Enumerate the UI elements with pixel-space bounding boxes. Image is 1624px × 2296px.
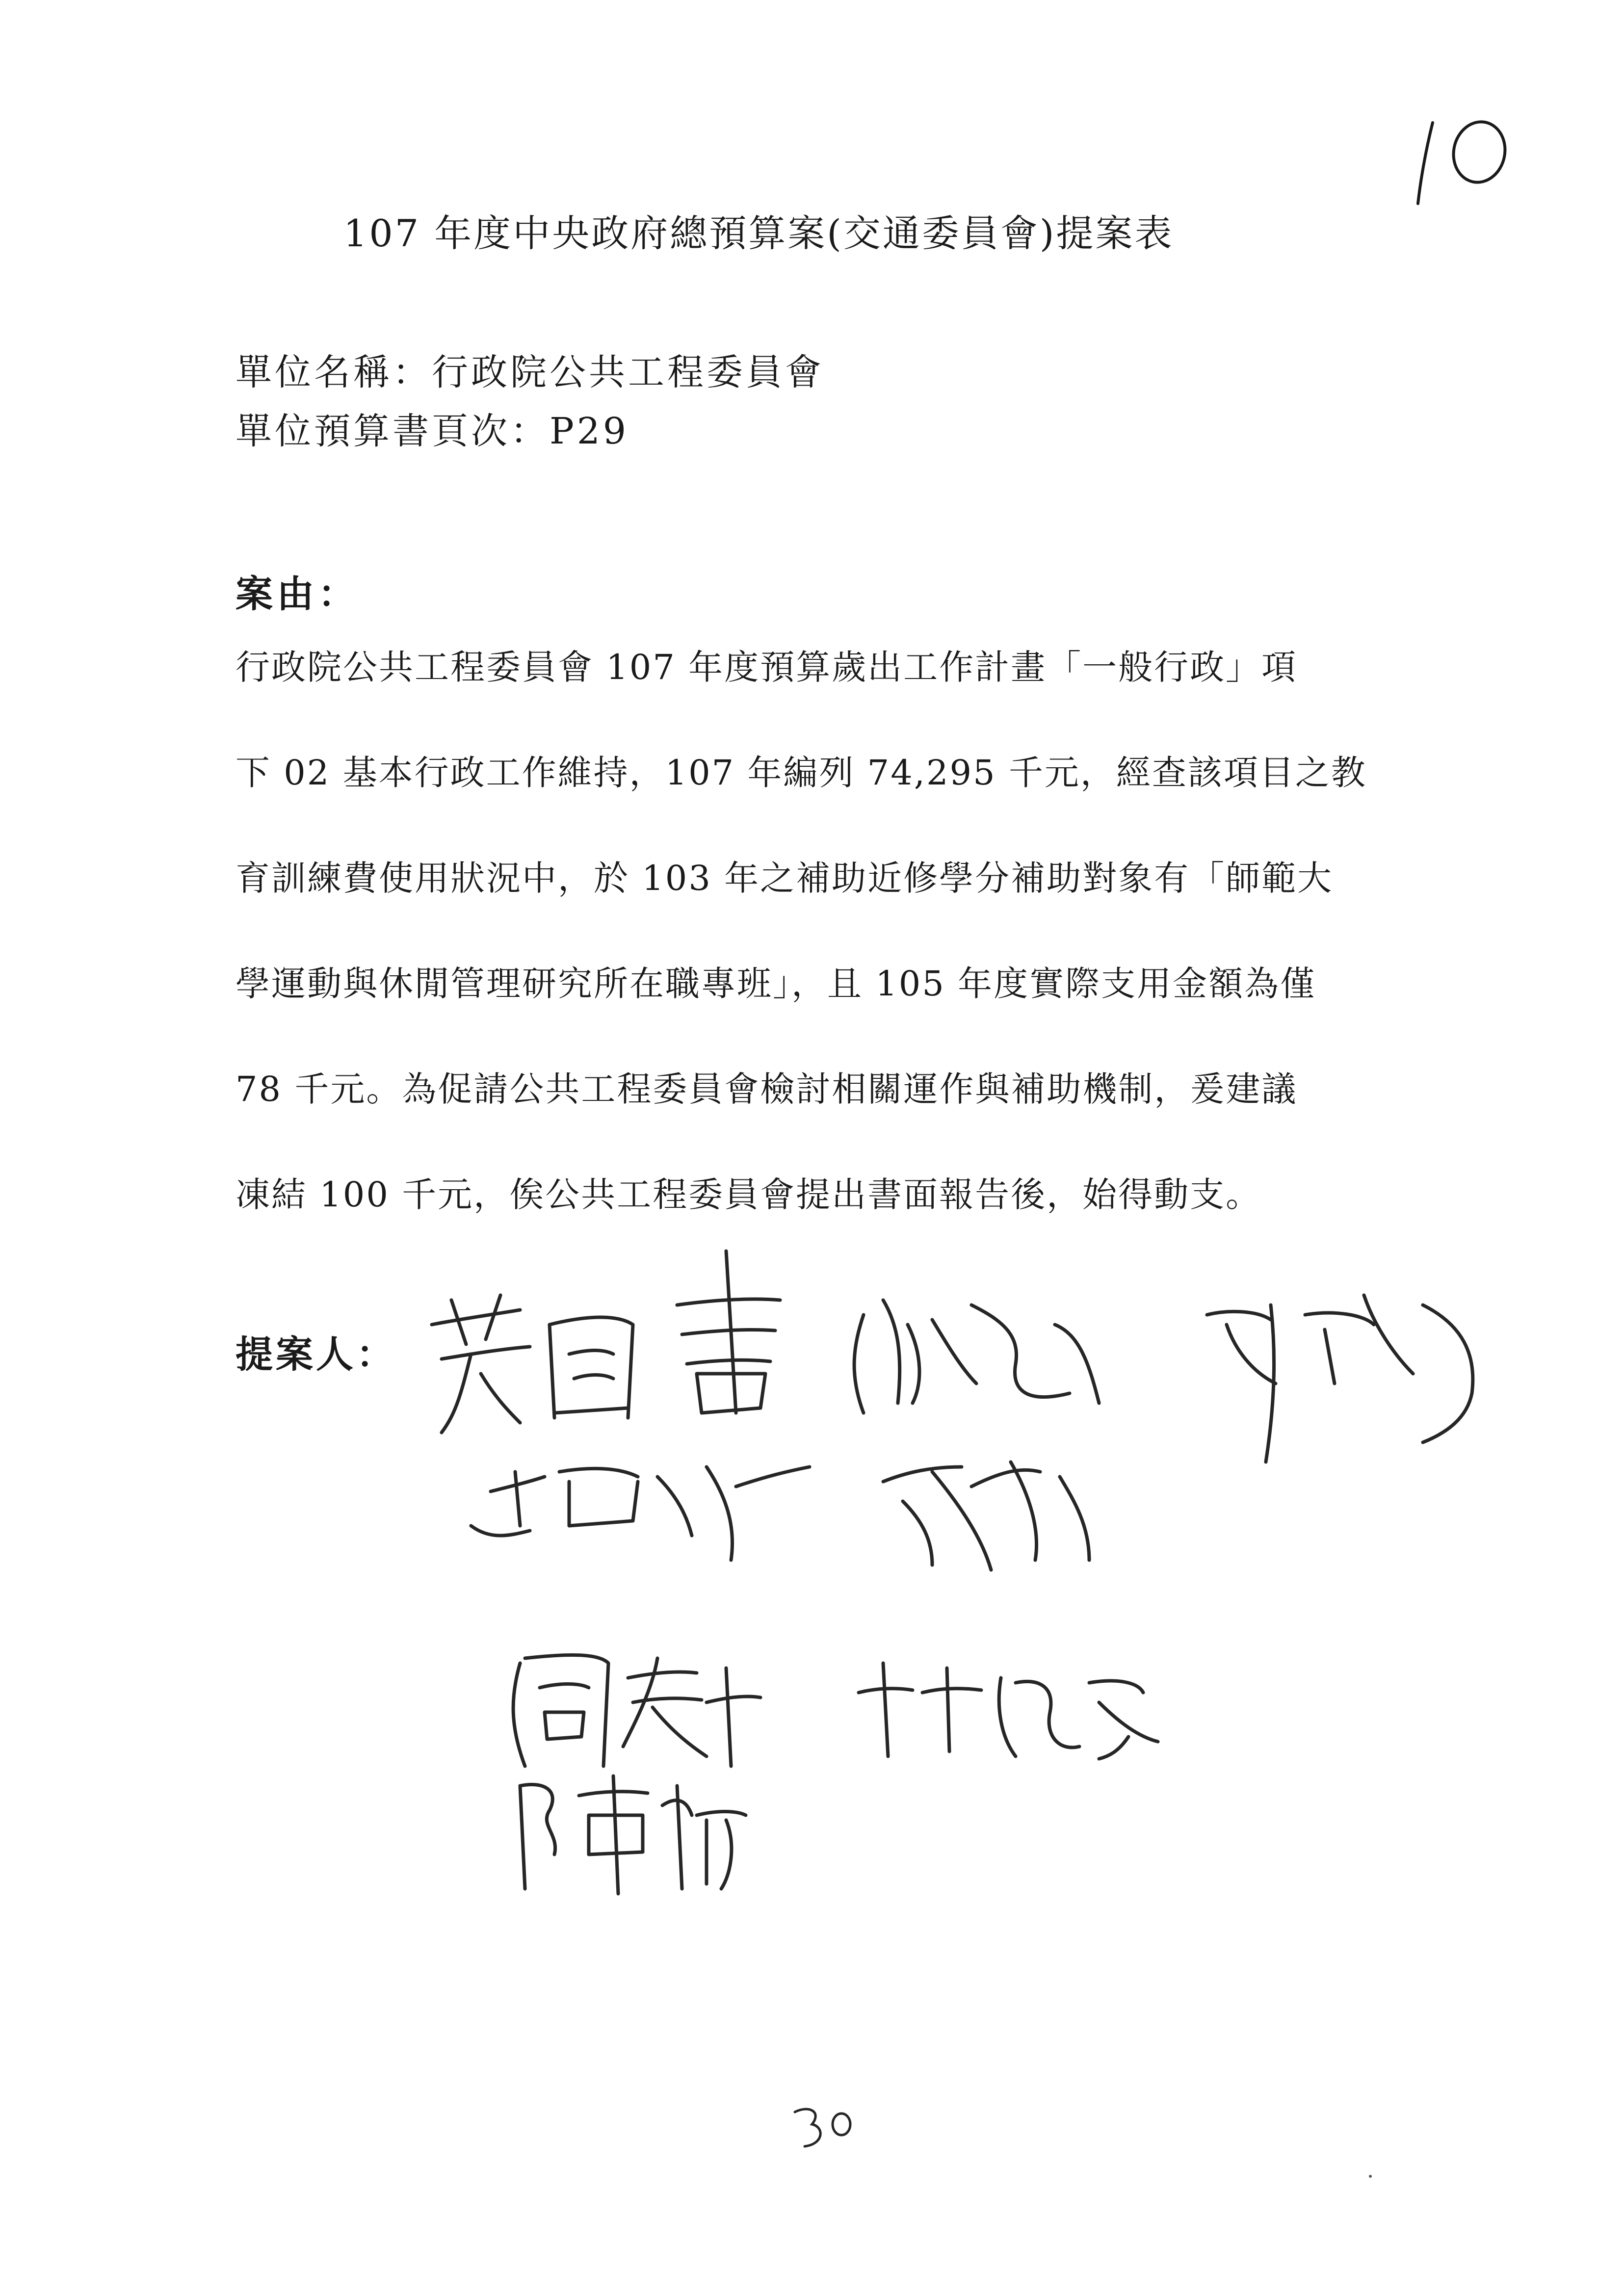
- proposer-label: 提案人：: [236, 1332, 396, 1376]
- handwritten-page-number-glyphs: [1398, 113, 1511, 216]
- signature-8: [513, 1655, 760, 1766]
- signature-5: [1207, 1295, 1473, 1462]
- reason-body: [236, 643, 1393, 1276]
- reason-line: 行政院公共工程委員會 107 年度預算歲出工作計畫「一般行政」項: [236, 647, 1298, 687]
- reason-line: 學運動與休閒管理研究所在職專班」，且 105 年度實際支用金額為僅: [236, 964, 1316, 1004]
- signature-4: [854, 1300, 1099, 1413]
- reason-line: 下 02 基本行政工作維持，107 年編列 74,295 千元，經查該項目之教: [236, 753, 1367, 793]
- signature-6: [471, 1467, 810, 1560]
- footer-page-number-glyphs: [785, 2100, 864, 2154]
- document-title: 107 年度中央政府總預算案(交通委員會)提案表: [343, 211, 1174, 255]
- signature-10: [520, 1776, 746, 1894]
- reason-line: 凍結 100 千元，俟公共工程委員會提出書面報告後，始得動支。: [236, 1174, 1262, 1215]
- unit-name-line: 單位名稱：行政院公共工程委員會: [236, 351, 824, 393]
- signature-7: [883, 1462, 1089, 1570]
- reason-line: 育訓練費使用狀況中，於 103 年之補助近修學分補助對象有「師範大: [236, 858, 1334, 898]
- signature-1: [432, 1295, 530, 1433]
- reason-line: 78 千元。為促請公共工程委員會檢討相關運作與補助機制，爰建議: [236, 1069, 1298, 1109]
- signature-9: [859, 1663, 1158, 1759]
- handwritten-footer-page-number: [785, 2100, 864, 2154]
- signature-2: [550, 1317, 633, 1418]
- unit-budget-page-line: 單位預算書頁次：P29: [236, 410, 629, 452]
- handwritten-page-number: [1398, 113, 1511, 216]
- scan-speck: [1369, 2175, 1372, 2178]
- reason-label: 案由：: [236, 572, 359, 616]
